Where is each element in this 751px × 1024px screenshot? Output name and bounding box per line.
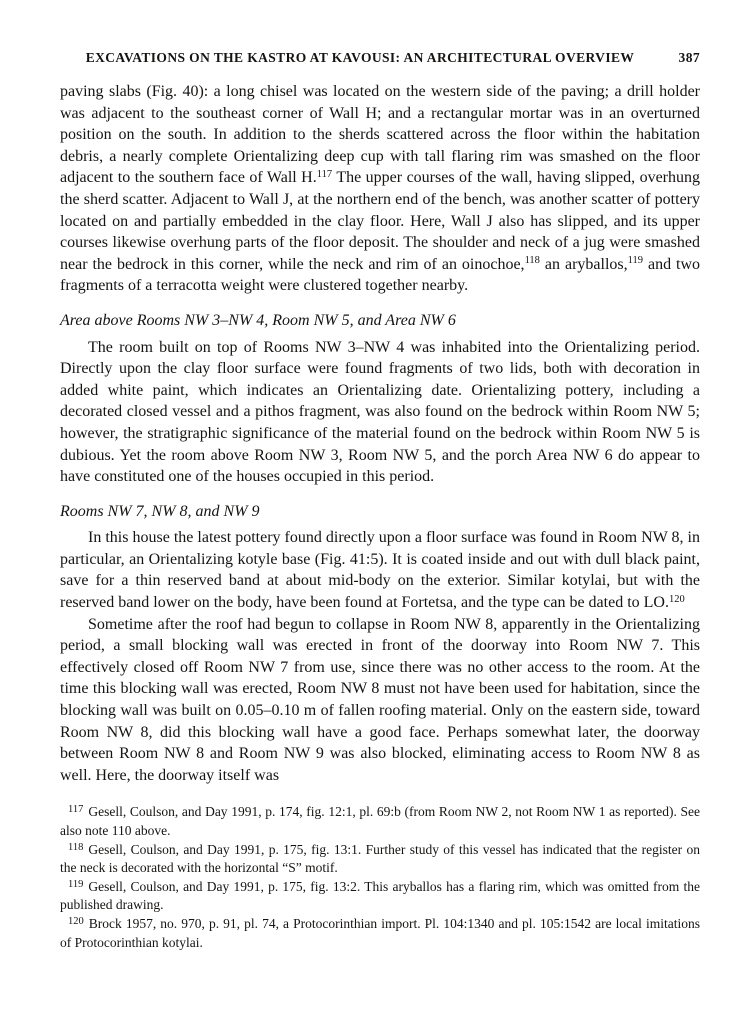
paragraph-3-text: In this house the latest pottery found directly upon a floor surface was found in Room NW 8, in particular, an Orientalizing kotyle base (Fig. 41:5). It is coated inside and out with dull black paint, save for a thin reserved band at about mid-body on the exterior. Similar kotylai, but with the reserved band lower on the body, have been found at Fortetsa, and the type can be dated to LO. (60, 529, 700, 612)
footnote-ref-119: 119 (627, 255, 643, 267)
paragraph-1-text-a: paving slabs (Fig. 40): a long chisel was located on the western side of the paving; a drill holder was adjacent to the southeast corner of Wall H; and a rectangular mortar was in an overturned position on the south. In addition to the sherds scattered across the floor within the habitation debris, a nearly complete Orientalizing deep cup with tall flaring rim was smashed on the floor adjacent to the southern face of Wall H. (60, 83, 700, 187)
paragraph-1 (60, 81, 700, 297)
text-block (60, 81, 700, 952)
footnote-119-text: Gesell, Coulson, and Day 1991, p. 175, fig. 13:2. This aryballos has a flaring rim, which was omitted from the published drawing. (60, 878, 700, 913)
section-heading-rooms-nw7-nw8-nw9: Rooms NW 7, NW 8, and NW 9 (60, 502, 260, 520)
page-header (60, 50, 700, 66)
section-heading-area-above-rooms: Area above Rooms NW 3–NW 4, Room NW 5, and Area NW 6 (60, 311, 456, 329)
footnote-ref-117: 117 (316, 168, 333, 180)
paragraph-2: The room built on top of Rooms NW 3–NW 4 was inhabited into the Orientalizing period. Directly upon the clay floor surface were found fragments of two lids, both with decoration in added white paint, which indicates an Orientalizing date. Orientalizing pottery, including a decorated closed vessel and a pithos fragment, was also found on the bedrock within Room NW 5; however, the stratigraphic significance of the material found on the bedrock within Room NW 5 is dubious. Yet the room above Room NW 3, Room NW 5, and the porch Area NW 6 do appear to have constituted one of the houses occupied in this period. (60, 338, 700, 486)
footnote-117 (60, 803, 700, 840)
footnote-ref-118: 118 (524, 255, 540, 267)
footnote-117-number: 117 (68, 804, 84, 816)
footnotes-section (60, 803, 700, 952)
footnote-118-number: 118 (68, 841, 84, 853)
footnote-118-text: Gesell, Coulson, and Day 1991, p. 175, fig. 13:1. Further study of this vessel has indicated that the register on the neck is decorated with the horizontal “S” motif. (60, 841, 700, 876)
paragraph-4: Sometime after the roof had begun to collapse in Room NW 8, apparently in the Orientalizing period, a small blocking wall was erected in front of the doorway into Room NW 7. This effectively closed off Room NW 7 from use, since there was no other access to the room. At the time this blocking wall was erected, Room NW 8 must not have been used for habitation, since the blocking wall was built on 0.05–0.10 m of fallen roofing material. Only on the eastern side, toward Room NW 8, did this blocking wall have a good face. Perhaps somewhat later, the doorway between Room NW 8 and Room NW 9 was also blocked, eliminating access to Room NW 8 as well. Here, the doorway itself was (60, 615, 700, 784)
footnote-117-text: Gesell, Coulson, and Day 1991, p. 174, fig. 12:1, pl. 69:b (from Room NW 2, not Room NW 1 as reported). See also note 110 above. (60, 804, 700, 838)
paragraph-1-text-d: and two fragments of a terracotta weight were clustered together nearby. (60, 255, 701, 295)
footnote-120-text: Brock 1957, no. 970, p. 91, pl. 74, a Protocorinthian import. Pl. 104:1340 and pl. 105:1542 are local imitations of Protocorinthian kotylai. (60, 915, 700, 950)
paragraph-3 (60, 527, 700, 613)
running-head-title: EXCAVATIONS ON THE KASTRO AT KAVOUSI: AN ARCHITECTURAL OVERVIEW (85, 50, 635, 65)
footnote-118 (60, 841, 700, 878)
page-number: 387 (678, 50, 700, 65)
footnote-120 (60, 915, 700, 952)
footnote-120-number: 120 (68, 915, 84, 927)
footnote-119 (60, 878, 700, 915)
paragraph-1-text-c: an aryballos, (544, 255, 628, 273)
footnote-ref-120: 120 (668, 593, 685, 605)
footnote-119-number: 119 (68, 878, 84, 890)
paragraph-1-text-b: The upper courses of the wall, having slipped, overhung the sherd scatter. Adjacent to Wall J, at the northern end of the bench, was another scatter of pottery located on and partially embedded in the clay floor. Here, Wall J also has slipped, and its upper courses likewise overhung parts of the floor deposit. The shoulder and neck of a jug were smashed near the bedrock in this corner, while the neck and rim of an oinochoe, (60, 169, 700, 273)
